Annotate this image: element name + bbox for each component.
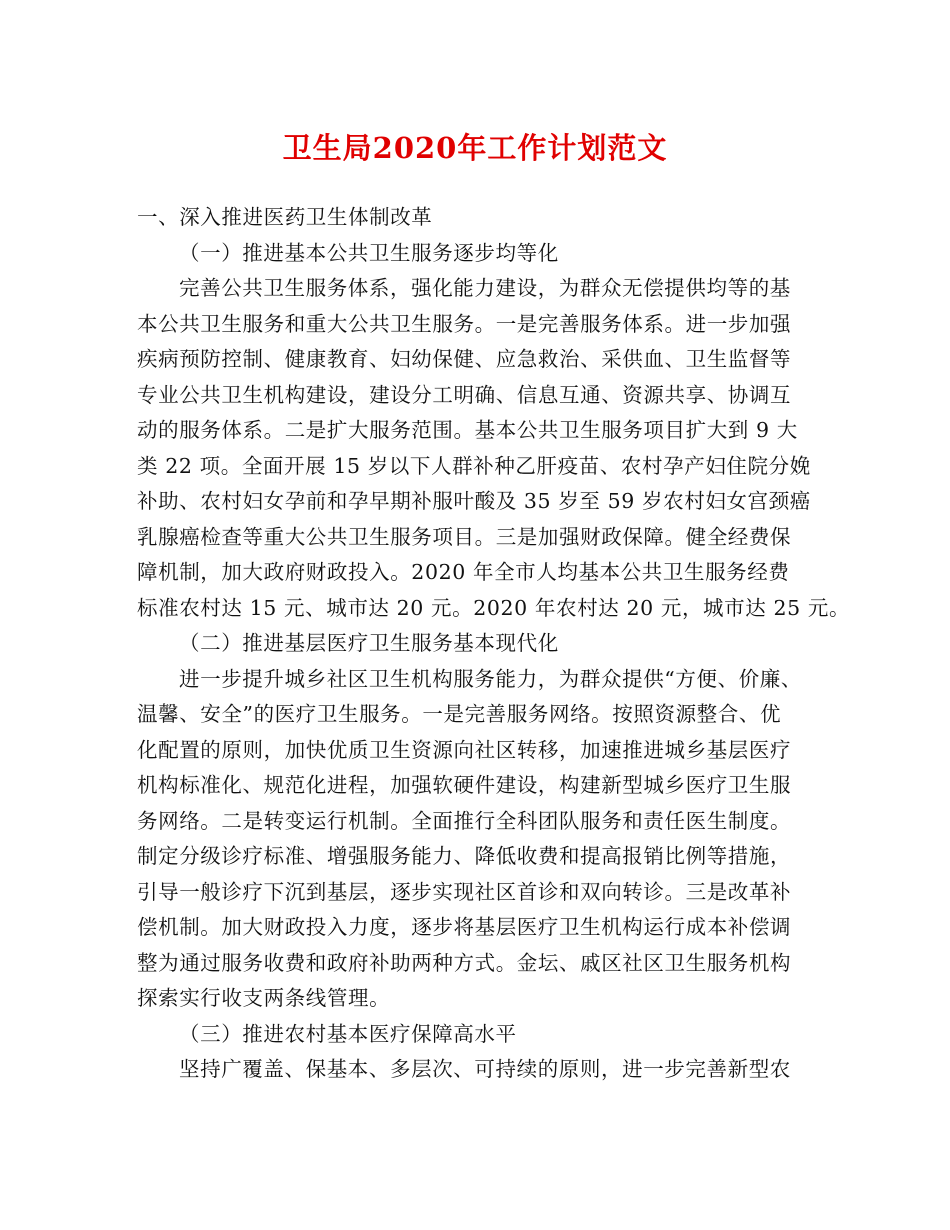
paragraph-line: 类 22 项。全面开展 15 岁以下人群补种乙肝疫苗、农村孕产妇住院分娩 [137,453,811,478]
paragraph-line: 整为通过服务收费和政府补助两种方式。金坛、戚区社区卫生服务机构 [137,950,792,975]
paragraph-first-line: 完善公共卫生服务体系，强化能力建设，为群众无偿提供均等的基 [179,276,791,300]
section-heading: 一、深入推进医药卫生体制改革 [137,205,433,229]
paragraph-line: 专业公共卫生机构建设，建设分工明确、信息互通、资源共享、协调互 [137,382,792,407]
paragraph-line: 务网络。二是转变运行机制。全面推行全科团队服务和责任医生制度。 [137,808,792,833]
subsection-heading: （三）推进农村基本医疗保障高水平 [179,1021,517,1046]
paragraph-first-line: 坚持广覆盖、保基本、多层次、可持续的原则，进一步完善新型农 [179,1057,791,1081]
paragraph-line: 疾病预防控制、健康教育、妇幼保健、应急救治、采供血、卫生监督等 [137,347,792,371]
paragraph-line: 动的服务体系。二是扩大服务范围。基本公共卫生服务项目扩大到 9 大 [137,418,798,442]
paragraph-line: 本公共卫生服务和重大公共卫生服务。一是完善服务体系。进一步加强 [137,311,792,336]
paragraph-line: 化配置的原则，加快优质卫生资源向社区转移，加速推进城乡基层医疗 [137,737,792,762]
paragraph-line: 偿机制。加大财政投入力度，逐步将基层医疗卫生机构运行成本补偿调 [137,915,792,939]
paragraph-line: 制定分级诊疗标准、增强服务能力、降低收费和提高报销比例等措施， [137,844,792,868]
paragraph-line: 机构标准化、规范化进程，加强软硬件建设，构建新型城乡医疗卫生服 [137,773,792,797]
document-body [137,200,851,1088]
paragraph-line: 探索实行收支两条线管理。 [137,986,391,1010]
subsection-heading: （一）推进基本公共卫生服务逐步均等化 [179,240,559,265]
paragraph-line: 引导一般诊疗下沉到基层，逐步实现社区首诊和双向转诊。三是改革补 [137,879,792,904]
document-title: 卫生局2020年工作计划范文 [282,131,668,165]
paragraph-line: 乳腺癌检查等重大公共卫生服务项目。三是加强财政保障。健全经费保 [137,524,792,549]
paragraph-line: 障机制，加大政府财政投入。2020 年全市人均基本公共卫生服务经费 [137,560,790,584]
paragraph-line: 温馨、安全”的医疗卫生服务。一是完善服务网络。按照资源整合、优 [137,702,782,726]
paragraph-line: 补助、农村妇女孕前和孕早期补服叶酸及 35 岁至 59 岁农村妇女宫颈癌 [137,489,811,513]
subsection-heading: （二）推进基层医疗卫生服务基本现代化 [179,631,559,655]
paragraph-first-line: 进一步提升城乡社区卫生机构服务能力，为群众提供“方便、价廉、 [179,666,802,691]
paragraph-line: 标准农村达 15 元、城市达 20 元。2020 年农村达 20 元，城市达 25 元。 [137,595,851,620]
